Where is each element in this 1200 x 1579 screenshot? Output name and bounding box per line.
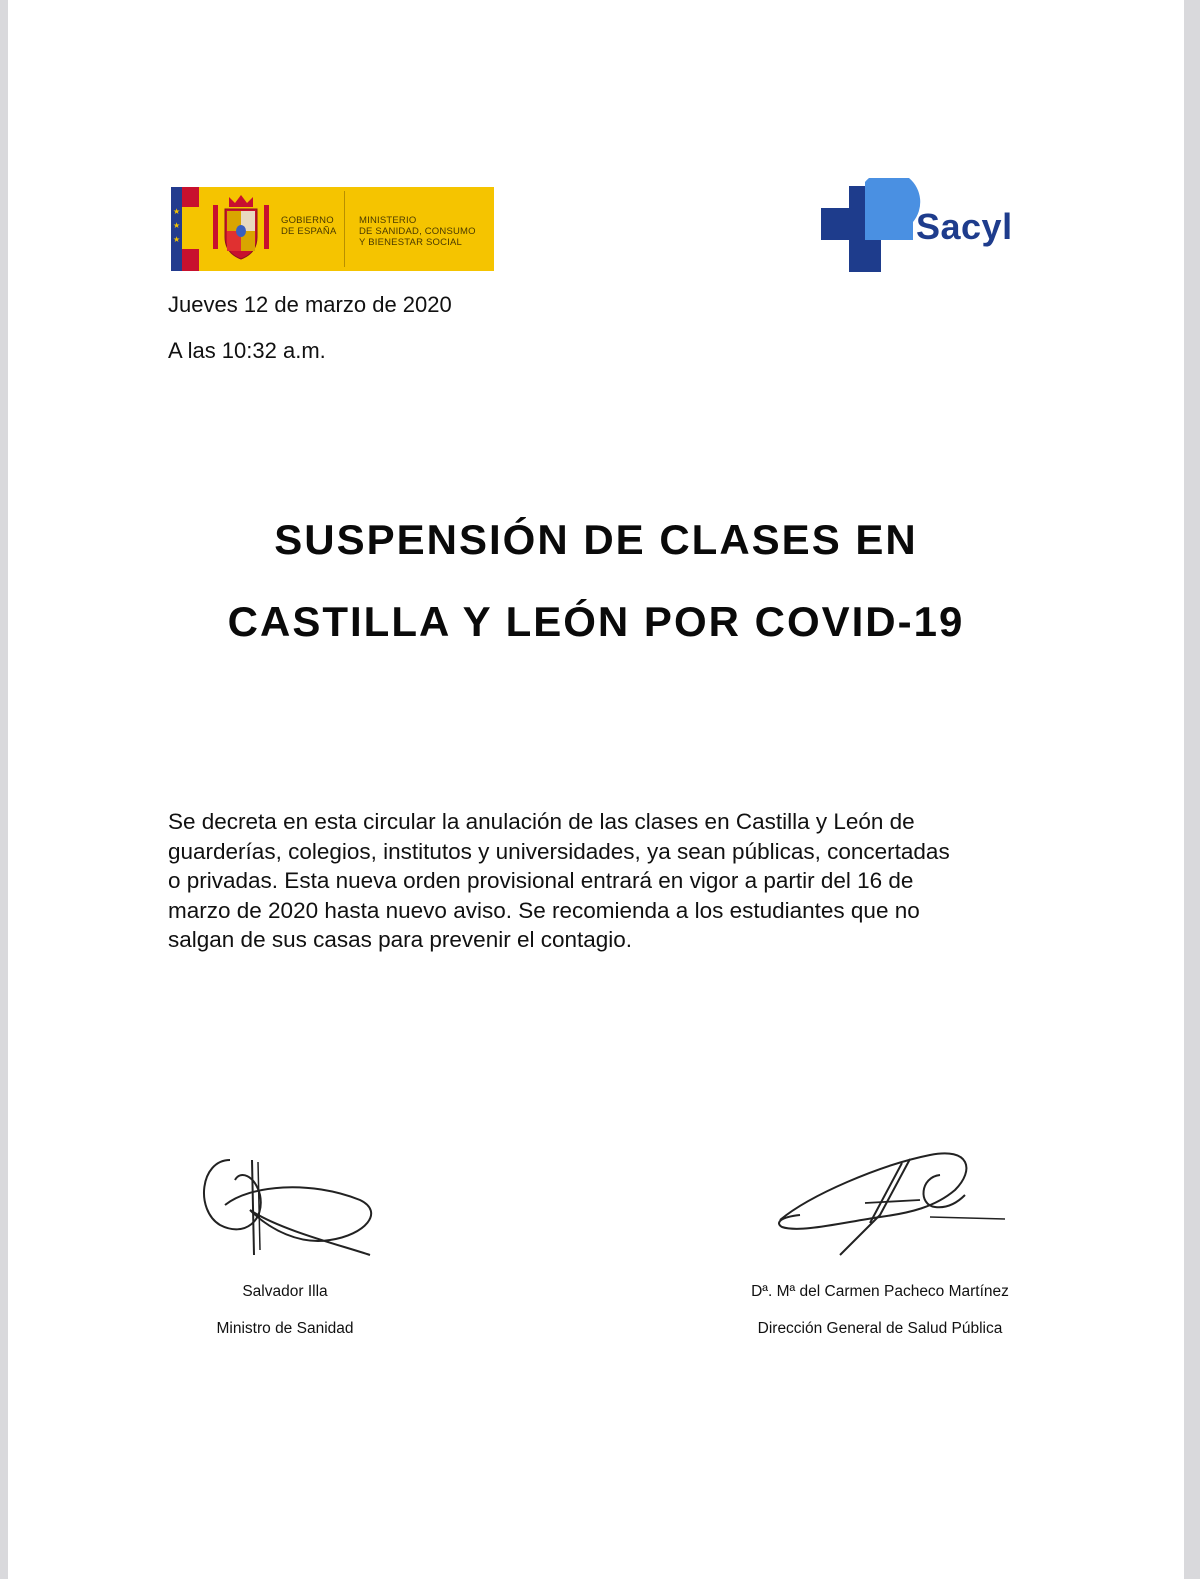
document-time: A las 10:32 a.m. [168,338,326,363]
eu-star-icon: ★ [173,235,181,244]
coat-of-arms-icon [209,193,273,265]
document-date: Jueves 12 de marzo de 2020 [168,292,452,317]
signer-right-name: Dª. Mª del Carmen Pacheco Martínez [751,1283,1009,1300]
body-line: Se decreta en esta circular la anulación de las clases en Castilla y León de [168,809,915,834]
signature-right-icon [770,1145,1020,1265]
body-line: guarderías, colegios, institutos y universidades, ya sean públicas, concertadas [168,838,950,864]
body-line: salgan de sus casas para prevenir el contagio. [168,927,633,952]
sacyl-wordmark: Sacyl [916,206,1013,247]
gobierno-espana-logo [171,187,494,271]
ministerio-text: MINISTERIO DE SANIDAD, CONSUMO Y BIENESTAR SOCIAL [359,215,476,248]
eu-star-icon: ★ [173,207,181,216]
signer-left-name: Salvador Illa [242,1283,328,1300]
body-line: marzo de 2020 hasta nuevo aviso. Se recomienda a los estudiantes que no [168,897,920,923]
eu-star-icon: ★ [173,221,181,230]
signer-right-role: Dirección General de Salud Pública [757,1320,1003,1337]
document-title-line-2: CASTILLA Y LEÓN POR COVID-19 [227,598,965,645]
flag-strip [171,187,199,271]
document-title-line-1: SUSPENSIÓN DE CLASES EN [274,516,918,563]
signer-left-role: Ministro de Sanidad [216,1320,354,1337]
signature-left-icon [190,1150,390,1265]
gobierno-text: GOBIERNO DE ESPAÑA [281,215,337,237]
body-paragraph [168,807,1018,955]
body-line: o privadas. Esta nueva orden provisional entrará en vigor a partir del 16 de [168,868,914,893]
